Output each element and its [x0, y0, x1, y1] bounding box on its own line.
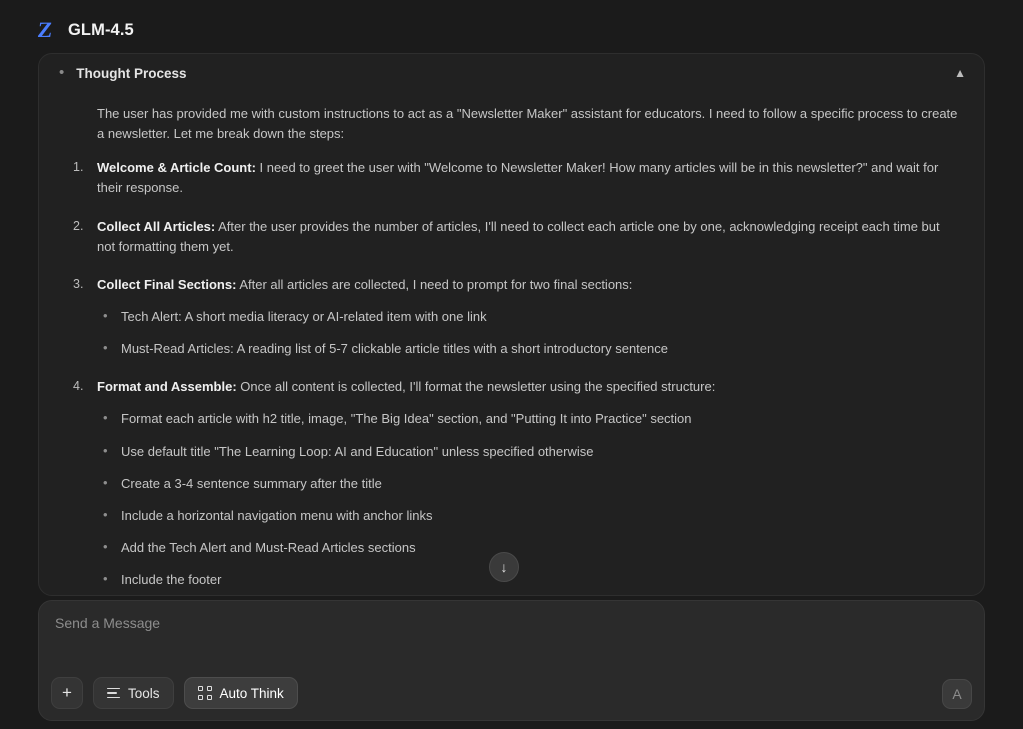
- step-text: After all articles are collected, I need to prompt for two final sections:: [236, 276, 633, 292]
- arrow-down-icon: ↓: [500, 559, 508, 575]
- message-composer: [38, 600, 985, 721]
- dot-icon: •: [59, 63, 65, 81]
- auto-think-label: Auto Think: [219, 685, 284, 701]
- step-sublist: [97, 307, 961, 359]
- composer-toolbar: [51, 677, 298, 709]
- list-item: • Use default title "The Learning Loop: AI and Education" unless specified otherwise: [97, 442, 961, 462]
- thought-process-panel: [38, 53, 985, 596]
- message-input[interactable]: [51, 611, 972, 635]
- think-icon: [198, 686, 212, 700]
- step-lead: Collect All Articles:: [97, 218, 216, 234]
- app-header: [0, 0, 1023, 52]
- list-item: • Include the footer: [97, 570, 961, 590]
- send-button[interactable]: [942, 679, 972, 709]
- auto-think-button[interactable]: [184, 677, 298, 709]
- list-item: • Create a 3-4 sentence summary after the title: [97, 474, 961, 494]
- thought-process-body: [39, 104, 984, 604]
- step-lead: Collect Final Sections:: [97, 276, 237, 292]
- step-lead: Welcome & Article Count:: [97, 160, 256, 176]
- list-item: • Include a horizontal navigation menu with anchor links: [97, 506, 961, 526]
- tools-label: Tools: [128, 685, 160, 701]
- thought-process-title: Thought Process: [76, 65, 187, 81]
- list-item: • Add the Tech Alert and Must-Read Articles sections: [97, 538, 961, 558]
- add-attachment-button[interactable]: [51, 677, 83, 709]
- thought-process-header[interactable]: [39, 54, 984, 92]
- step-text: After the user provides the number of articles, I'll need to collect each article one by one, acknowledging receipt each time but not formatting them yet.: [97, 218, 940, 254]
- list-item: [61, 275, 961, 359]
- step-text: I need to greet the user with "Welcome to Newsletter Maker! How many articles will be in this newsletter?" and wait for their response.: [97, 160, 939, 196]
- step-text: Once all content is collected, I'll format the newsletter using the specified structure:: [236, 379, 716, 395]
- list-item: • Tech Alert: A short media literacy or AI-related item with one link: [97, 307, 961, 327]
- menu-icon: [107, 688, 120, 699]
- plus-icon: +: [62, 683, 72, 702]
- tools-button[interactable]: [93, 677, 174, 709]
- z-logo-icon: Z: [36, 17, 54, 42]
- list-item: • Must-Read Articles: A reading list of 5-7 clickable article titles with a short introductory sentence: [97, 339, 961, 359]
- scroll-to-bottom-button[interactable]: [489, 552, 519, 582]
- send-icon: A: [952, 686, 962, 702]
- list-item: [61, 217, 961, 257]
- step-sublist: [97, 409, 961, 590]
- thought-intro-paragraph: The user has provided me with custom instructions to act as a "Newsletter Maker" assistant for educators. I need to follow a specific process to create a newsletter. Let me break down the steps:: [97, 106, 958, 142]
- step-lead: Format and Assemble:: [97, 379, 237, 395]
- list-item: [61, 158, 961, 198]
- chevron-up-icon[interactable]: ▲: [954, 66, 966, 80]
- model-name-label: GLM-4.5: [68, 20, 134, 39]
- list-item: • Format each article with h2 title, image, "The Big Idea" section, and "Putting It into Practice" section: [97, 409, 961, 429]
